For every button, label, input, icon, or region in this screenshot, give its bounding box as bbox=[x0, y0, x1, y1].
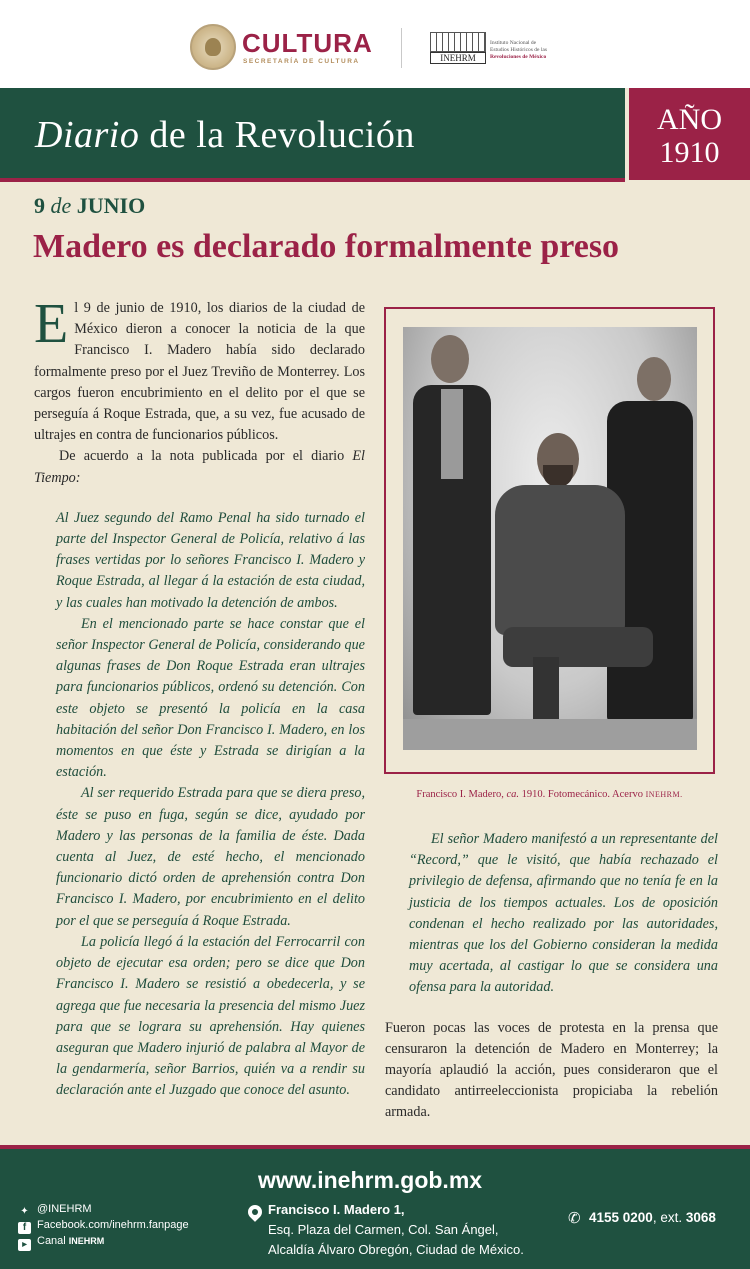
address-line-2: Esq. Plaza del Carmen, Col. San Ángel, bbox=[268, 1222, 499, 1237]
newspaper-name: El Tiempo: bbox=[34, 448, 365, 486]
address-line-3: Alcaldía Álvaro Obregón, Ciudad de México. bbox=[268, 1242, 524, 1257]
caption-org: INEHRM. bbox=[645, 790, 683, 799]
phone-icon: ✆ bbox=[568, 1210, 581, 1227]
address bbox=[268, 1200, 524, 1260]
closing-paragraph: Fueron pocas las voces de protesta en la prensa que censuraron la detención de Madero en Monterrey; la mayoría aplaudió la acción, pues consideraron que el candidato antirreeleccionista propiciaba la rebelión armada. bbox=[385, 1019, 718, 1121]
caption-part-b: 1910. Fotomecánico. Acervo bbox=[519, 789, 646, 800]
photo-figure-vest-left bbox=[441, 389, 463, 479]
youtube-prefix: Canal bbox=[37, 1235, 69, 1247]
quote-paragraph-1: Al Juez segundo del Ramo Penal ha sido turnado el parte del Inspector General de Policía, relativo á las frases vertidas por lo señores Francisco I. Madero y Roque Estrada, al llegar á la estación de esta ciudad, y las cuales han motivado la detención de ambos. bbox=[56, 509, 365, 611]
inehrm-name-line3: Revoluciones de México bbox=[490, 54, 547, 60]
location-pin-icon bbox=[245, 1202, 265, 1222]
facebook-url: Facebook.com/inehrm.fanpage bbox=[37, 1219, 189, 1231]
phone-number[interactable] bbox=[589, 1210, 716, 1225]
date-month: JUNIO bbox=[76, 193, 146, 218]
website-link[interactable]: www.inehrm.gob.mx bbox=[258, 1167, 483, 1193]
publication-title-italic: Diario bbox=[35, 114, 140, 156]
twitter-link[interactable] bbox=[18, 1203, 92, 1218]
photo-caption bbox=[384, 789, 715, 800]
inehrm-name-line1: Instituto Nacional de bbox=[490, 40, 537, 46]
caption-part-a: Francisco I. Madero, bbox=[416, 789, 507, 800]
article-headline: Madero es declarado formalmente preso bbox=[33, 228, 620, 265]
youtube-link[interactable] bbox=[18, 1235, 104, 1251]
paragraph-source-text: De acuerdo a la nota publicada por el diario bbox=[59, 448, 353, 465]
quote-paragraph-5: El señor Madero manifestó a un representante del “Record,” que le visitó, que había rechazado el privilegio de defensa, afirmando que no tenía fe en la justicia de los tiempos actuales. Los de oposición condenan el hecho realizado por las autoridades, mientras que los del Gobierno consideran la medida muy acertada, al castigar lo que se considera una ofensa para la autoridad. bbox=[409, 831, 718, 996]
phone-ext: 3068 bbox=[685, 1210, 716, 1225]
national-seal-icon bbox=[190, 24, 236, 70]
year-value: 1910 bbox=[659, 136, 720, 169]
inehrm-logo-word: INEHRM bbox=[430, 52, 486, 64]
quote-paragraph-2: En el mencionado parte se hace constar que el señor Inspector General de Policía, considerando que algunas frases de Don Roque Estrada eran ultrajes para funcionarios públicos, ordenó su detención. Con este objeto se presentó la policía en la casa habitación del señor Don Francisco I. Madero, en los momentos en que éste y Estrada se dirigían a la estación. bbox=[56, 615, 365, 781]
paragraph-intro bbox=[34, 293, 365, 446]
date-connector: de bbox=[50, 193, 72, 218]
caption-circa: ca. bbox=[506, 789, 520, 800]
youtube-channel: INEHRM bbox=[68, 1236, 105, 1246]
article-right-column bbox=[385, 829, 718, 1124]
historical-photo bbox=[403, 327, 697, 750]
year-box bbox=[625, 88, 750, 184]
inehrm-building-icon bbox=[430, 32, 486, 52]
twitter-handle: @INEHRM bbox=[37, 1203, 92, 1215]
article-left-column bbox=[34, 293, 365, 1102]
phone-main: 4155 0200 bbox=[589, 1210, 653, 1225]
youtube-icon: ▶ bbox=[18, 1239, 31, 1251]
photo-figure-head-right bbox=[637, 357, 671, 401]
address-line-1: Francisco I. Madero 1, bbox=[268, 1202, 405, 1217]
photo-figure-seated-legs bbox=[503, 627, 653, 667]
publication-title bbox=[35, 113, 415, 157]
year-label: AÑO bbox=[657, 103, 722, 136]
facebook-link[interactable] bbox=[18, 1219, 189, 1234]
publication-title-rest: de la Revolución bbox=[139, 114, 415, 156]
footer bbox=[0, 1149, 750, 1269]
photo-figure-seated bbox=[495, 485, 625, 635]
inehrm-full-name bbox=[490, 40, 570, 61]
cultura-logo-subtitle: SECRETARÍA DE CULTURA bbox=[243, 58, 360, 65]
cultura-logo-title: CULTURA bbox=[242, 28, 373, 58]
drop-cap: E bbox=[34, 293, 69, 355]
facebook-icon: f bbox=[18, 1222, 31, 1234]
quote-paragraph-3: Al ser requerido Estrada para que se diera preso, éste se puso en fuga, según se dice, ayudado por Madero y las personas de la familia de éste. Dada cuenta al Juez, de esté hecho, el mencionado funcionario dictó orden de aprehensión contra Don Francisco I. Madero, por encubrimiento en el delito por el que se perseguía á Roque Estrada. bbox=[56, 785, 365, 929]
header-bar bbox=[0, 0, 750, 88]
inehrm-name-line2: Estudios Históricos de las bbox=[490, 47, 547, 53]
paragraph-intro-text: l 9 de junio de 1910, los diarios de la ciudad de México dieron a conocer la noticia de la que Francisco I. Madero había sido declarado formalmente preso por el Juez Treviño de Monterrey. Los cargos fueron encubrimiento en el delito por el que se perseguía á Roque Estrada, que, a su vez, fue acusado de ultrajes en contra de funcionarios públicos. bbox=[34, 300, 365, 444]
logo-divider bbox=[401, 28, 402, 68]
phone-ext-label: , ext. bbox=[652, 1210, 686, 1225]
photo-figure-head-left bbox=[431, 335, 469, 383]
twitter-icon: ✦ bbox=[20, 1206, 29, 1217]
photo-figure-beard bbox=[543, 465, 573, 487]
article-date bbox=[34, 193, 145, 219]
paragraph-source bbox=[34, 446, 365, 488]
date-day: 9 bbox=[34, 193, 45, 218]
quote-paragraph-4: La policía llegó á la estación del Ferrocarril con objeto de ejecutar esa orden; pero se dice que Don Francisco I. Madero se resistió a obedecerla, y se agrega que fue necesaria la presencia del mismo Juez para que se lograra su aprehensión. Hay quienes aseguran que Madero injurió de palabra al Mayor de la gendarmería, señor Barrios, quién va a rendir su declaración ante el Juzgado que conoce del asunto. bbox=[56, 933, 365, 1099]
photo-floor bbox=[403, 719, 697, 750]
